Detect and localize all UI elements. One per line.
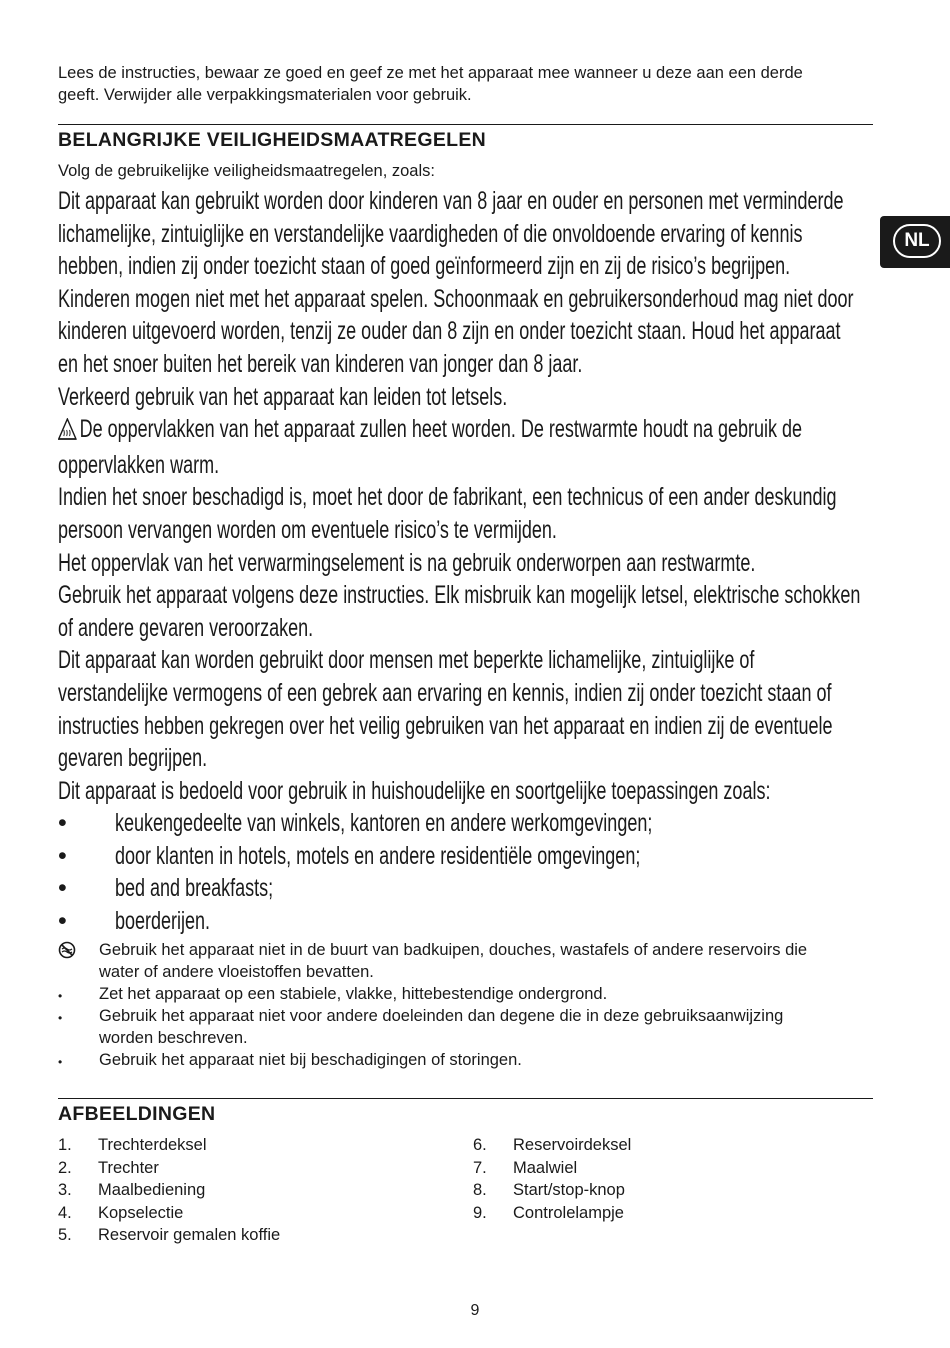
figure-item <box>473 1134 873 1157</box>
figure-item <box>58 1134 458 1157</box>
figure-item <box>58 1202 458 1225</box>
figure-label: Kopselectie <box>98 1203 184 1222</box>
figure-label: Start/stop-knop <box>513 1181 625 1199</box>
safety-line: kinderen uitgevoerd worden, tenzij ze ouder dan 8 zijn en onder toezicht staan. Houd het apparaat <box>58 317 841 346</box>
small-list-item <box>58 1005 858 1049</box>
safety-line: lichamelijke, zintuiglijke en verstandelijke vaardigheden of die onvoldoende ervaring of kennis <box>58 219 803 248</box>
safety-line-warning <box>58 413 803 449</box>
figures-heading: AFBEELDINGEN <box>58 1103 216 1125</box>
safety-instructions <box>58 185 950 938</box>
safety-line: Verkeerd gebruik van het apparaat kan leiden tot letsels. <box>58 382 508 411</box>
figure-label: Trechter <box>98 1158 159 1177</box>
safety-line: Gebruik het apparaat volgens deze instructies. Elk misbruik kan mogelijk letsel, elektrische schokken <box>58 581 861 610</box>
use-list-item <box>58 905 950 938</box>
bullet: • <box>58 1055 63 1069</box>
use-list-item <box>58 872 950 905</box>
safety-line: gevaren begrijpen. <box>58 744 208 773</box>
figure-label: Maalwiel <box>513 1158 578 1177</box>
safety-line: oppervlakken warm. <box>58 450 220 479</box>
bullet: • <box>58 907 67 936</box>
figure-label: Maalbediening <box>98 1181 206 1199</box>
figure-item <box>58 1179 458 1202</box>
safety-line-text: De oppervlakken van het apparaat zullen heet worden. De restwarmte houdt na gebruik de <box>79 415 803 444</box>
small-item-line: Gebruik het apparaat niet bij beschadigingen of storingen. <box>99 1051 522 1069</box>
bullet: • <box>58 1011 63 1025</box>
language-code: NL <box>893 224 941 258</box>
figures-column-left <box>58 1134 458 1247</box>
use-text: boerderijen. <box>115 907 211 936</box>
safety-line: en het snoer buiten het bereik van kinderen van jonger dan 8 jaar. <box>58 349 583 378</box>
figure-number: 3. <box>58 1181 72 1199</box>
figure-item <box>473 1202 873 1225</box>
safety-line: Het oppervlak van het verwarmingselement is na gebruik onderworpen aan restwarmte. <box>58 548 756 577</box>
small-item-line: Gebruik het apparaat niet in de buurt van badkuipen, douches, wastafels of andere reservoirs die <box>99 941 808 959</box>
section-divider <box>58 124 873 125</box>
safety-line: Dit apparaat is bedoeld voor gebruik in huishoudelijke en soortgelijke toepassingen zoals: <box>58 776 771 805</box>
figure-number: 1. <box>58 1136 72 1154</box>
figure-number: 7. <box>473 1158 487 1177</box>
figure-number: 4. <box>58 1203 72 1222</box>
figure-number: 2. <box>58 1158 72 1177</box>
safety-line: Dit apparaat kan worden gebruikt door mensen met beperkte lichamelijke, zintuiglijke of <box>58 646 755 675</box>
safety-line: instructies hebben gekregen over het veilig gebruiken van het apparaat en indien zij de eventuele <box>58 711 833 740</box>
language-tab <box>880 216 950 268</box>
figure-label: Reservoirdeksel <box>513 1136 632 1154</box>
safety-line: Kinderen mogen niet met het apparaat spelen. Schoonmaak en gebruikersonderhoud mag niet door <box>58 284 854 313</box>
figure-number: 9. <box>473 1203 487 1222</box>
intro-line: Lees de instructies, bewaar ze goed en geef ze met het apparaat mee wanneer u deze aan een derde <box>58 64 803 82</box>
use-list-item <box>58 807 950 840</box>
safety-line: verstandelijke vermogens of een gebrek aan ervaring en kennis, indien zij onder toezicht staan of <box>58 678 832 707</box>
use-list-item <box>58 840 950 873</box>
small-item-line: Zet het apparaat op een stabiele, vlakke, hittebestendige ondergrond. <box>99 985 608 1003</box>
figure-label: Trechterdeksel <box>98 1136 207 1154</box>
small-list-item <box>58 939 858 983</box>
figure-item <box>58 1224 458 1247</box>
figure-item <box>473 1179 873 1202</box>
figure-label: Controlelampje <box>513 1203 624 1222</box>
safety-line: Indien het snoer beschadigd is, moet het door de fabrikant, een technicus of een ander deskundig <box>58 483 837 512</box>
safety-line: persoon vervangen worden om eventuele risico’s te vermijden. <box>58 515 557 544</box>
intro-text <box>58 62 858 106</box>
figure-number: 8. <box>473 1181 487 1199</box>
safety-subheading: Volg de gebruikelijke veiligheidsmaatregelen, zoals: <box>58 162 435 180</box>
safety-small-list <box>58 939 858 1071</box>
small-list-item <box>58 983 858 1005</box>
figure-item <box>58 1157 458 1180</box>
small-list-item <box>58 1049 858 1071</box>
figure-item <box>473 1157 873 1180</box>
use-text: keukengedeelte van winkels, kantoren en andere werkomgevingen; <box>115 809 653 838</box>
intro-line: geeft. Verwijder alle verpakkingsmaterialen voor gebruik. <box>58 86 472 104</box>
no-water-icon <box>58 939 76 965</box>
bullet: • <box>58 841 67 870</box>
safety-heading: BELANGRIJKE VEILIGHEIDSMAATREGELEN <box>58 129 487 151</box>
bullet: • <box>58 989 63 1003</box>
hot-surface-warning-icon <box>58 416 77 449</box>
safety-line: Dit apparaat kan gebruikt worden door kinderen van 8 jaar en ouder en personen met verminderde <box>58 187 844 215</box>
small-item-line: worden beschreven. <box>99 1029 248 1047</box>
section-divider <box>58 1098 873 1099</box>
figure-number: 5. <box>58 1226 72 1244</box>
figures-column-right <box>473 1134 873 1224</box>
bullet: • <box>58 874 67 903</box>
safety-line: of andere gevaren veroorzaken. <box>58 613 314 642</box>
figure-label: Reservoir gemalen koffie <box>98 1226 281 1244</box>
safety-line: hebben, indien zij onder toezicht staan of goed geïnformeerd zijn en zij de risico’s begrijpen. <box>58 252 791 281</box>
use-text: door klanten in hotels, motels en andere residentiële omgevingen; <box>115 841 641 870</box>
figure-number: 6. <box>473 1136 487 1154</box>
page-number: 9 <box>470 1302 480 1319</box>
use-text: bed and breakfasts; <box>115 874 274 903</box>
bullet: • <box>58 809 67 838</box>
small-item-line: water of andere vloeistoffen bevatten. <box>99 963 374 981</box>
small-item-line: Gebruik het apparaat niet voor andere doeleinden dan degene die in deze gebruiksaanwijzing <box>99 1007 784 1025</box>
